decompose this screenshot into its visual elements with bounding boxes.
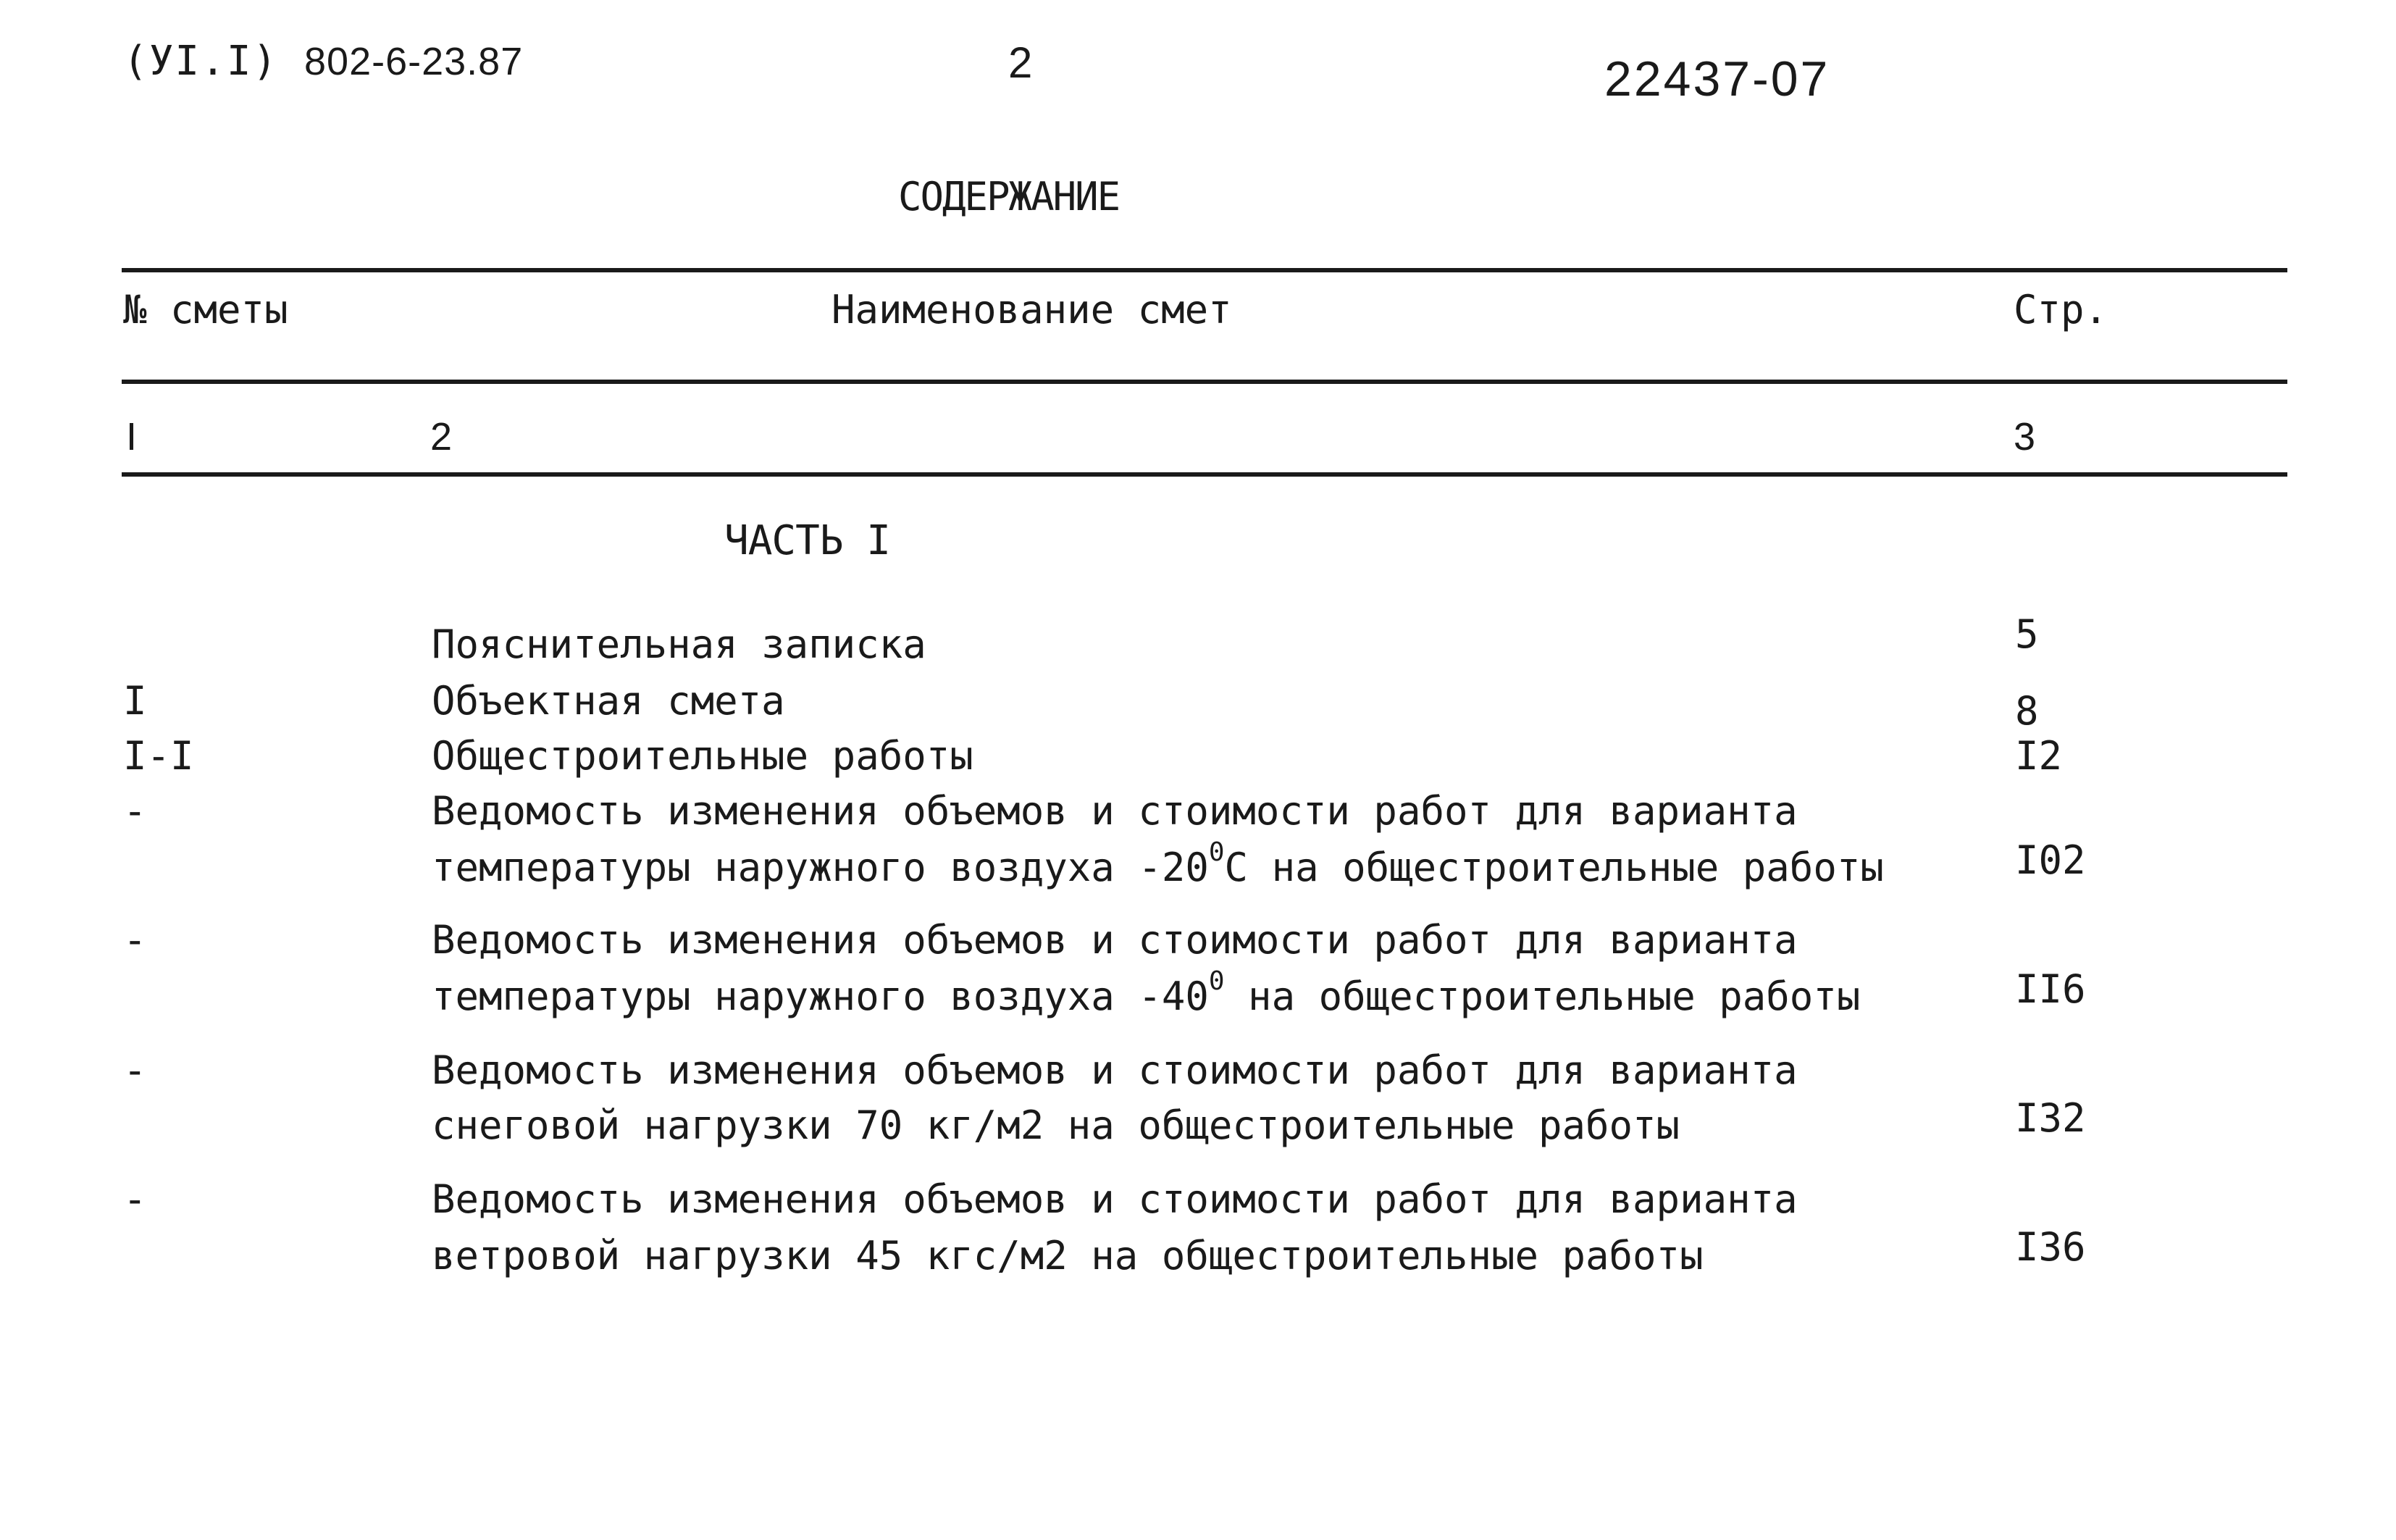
list-item-number: - — [123, 1047, 147, 1093]
list-item-name-line2 — [432, 966, 1861, 1019]
list-item-name-line1: Ведомость изменения объемов и стоимости работ для варианта — [432, 917, 1798, 963]
page-title: СОДЕРЖАНИЕ — [898, 174, 1120, 219]
list-item-page: 8 — [2015, 688, 2039, 734]
column-number-2: 2 — [430, 415, 453, 459]
list-item-name-line2: снеговой нагрузки 70 кг/м2 на общестроительные работы — [432, 1102, 1680, 1148]
list-item-number: - — [123, 917, 147, 963]
degree-superscript: 0 — [1208, 966, 1225, 996]
series-prefix: (УI.I) — [123, 38, 279, 85]
column-header-estimate-name: Наименование смет — [832, 287, 1232, 332]
list-item-page: II6 — [2015, 966, 2086, 1012]
table-header-rule — [122, 380, 2287, 384]
text-part: С на общестроительные работы — [1224, 845, 1884, 890]
series-number: 802-6-23.87 — [304, 40, 524, 83]
list-item-name: Пояснительная записка — [432, 622, 926, 667]
degree-superscript: 0 — [1208, 837, 1225, 867]
list-item-name-line1: Ведомость изменения объемов и стоимости работ для варианта — [432, 1176, 1798, 1222]
table-top-rule — [122, 268, 2287, 272]
list-item-name-line2: ветровой нагрузки 45 кгс/м2 на общестроительные работы — [432, 1233, 1704, 1279]
section-title: ЧАСТЬ I — [724, 517, 891, 564]
table-column-number-rule — [122, 472, 2287, 477]
list-item-page: I02 — [2015, 837, 2086, 883]
column-number-3: 3 — [2014, 415, 2036, 459]
list-item-page: I2 — [2015, 733, 2063, 779]
text-part: на общестроительные работы — [1224, 974, 1861, 1019]
document-code: 22437-07 — [1604, 51, 1830, 106]
series-code — [123, 38, 523, 85]
column-header-page: Стр. — [2014, 287, 2108, 332]
list-item-name-line1: Ведомость изменения объемов и стоимости работ для варианта — [432, 1047, 1798, 1093]
list-item-number: I-I — [123, 733, 194, 779]
list-item-name-line1: Ведомость изменения объемов и стоимости работ для варианта — [432, 788, 1798, 834]
column-header-estimate-number: № сметы — [123, 287, 288, 332]
list-item-number: - — [123, 1176, 147, 1222]
text-part: температуры наружного воздуха -20 — [432, 845, 1209, 890]
list-item-name: Общестроительные работы — [432, 733, 973, 779]
column-number-1: I — [126, 415, 138, 459]
list-item-page: 5 — [2015, 611, 2039, 657]
list-item-name: Объектная смета — [432, 678, 785, 724]
list-item-page: I36 — [2015, 1224, 2086, 1270]
text-part: температуры наружного воздуха -40 — [432, 974, 1209, 1019]
list-item-number: - — [123, 788, 147, 834]
list-item-page: I32 — [2015, 1095, 2086, 1141]
list-item-number: I — [123, 678, 147, 724]
page-number: 2 — [1008, 38, 1033, 87]
list-item-name-line2 — [432, 837, 1884, 890]
